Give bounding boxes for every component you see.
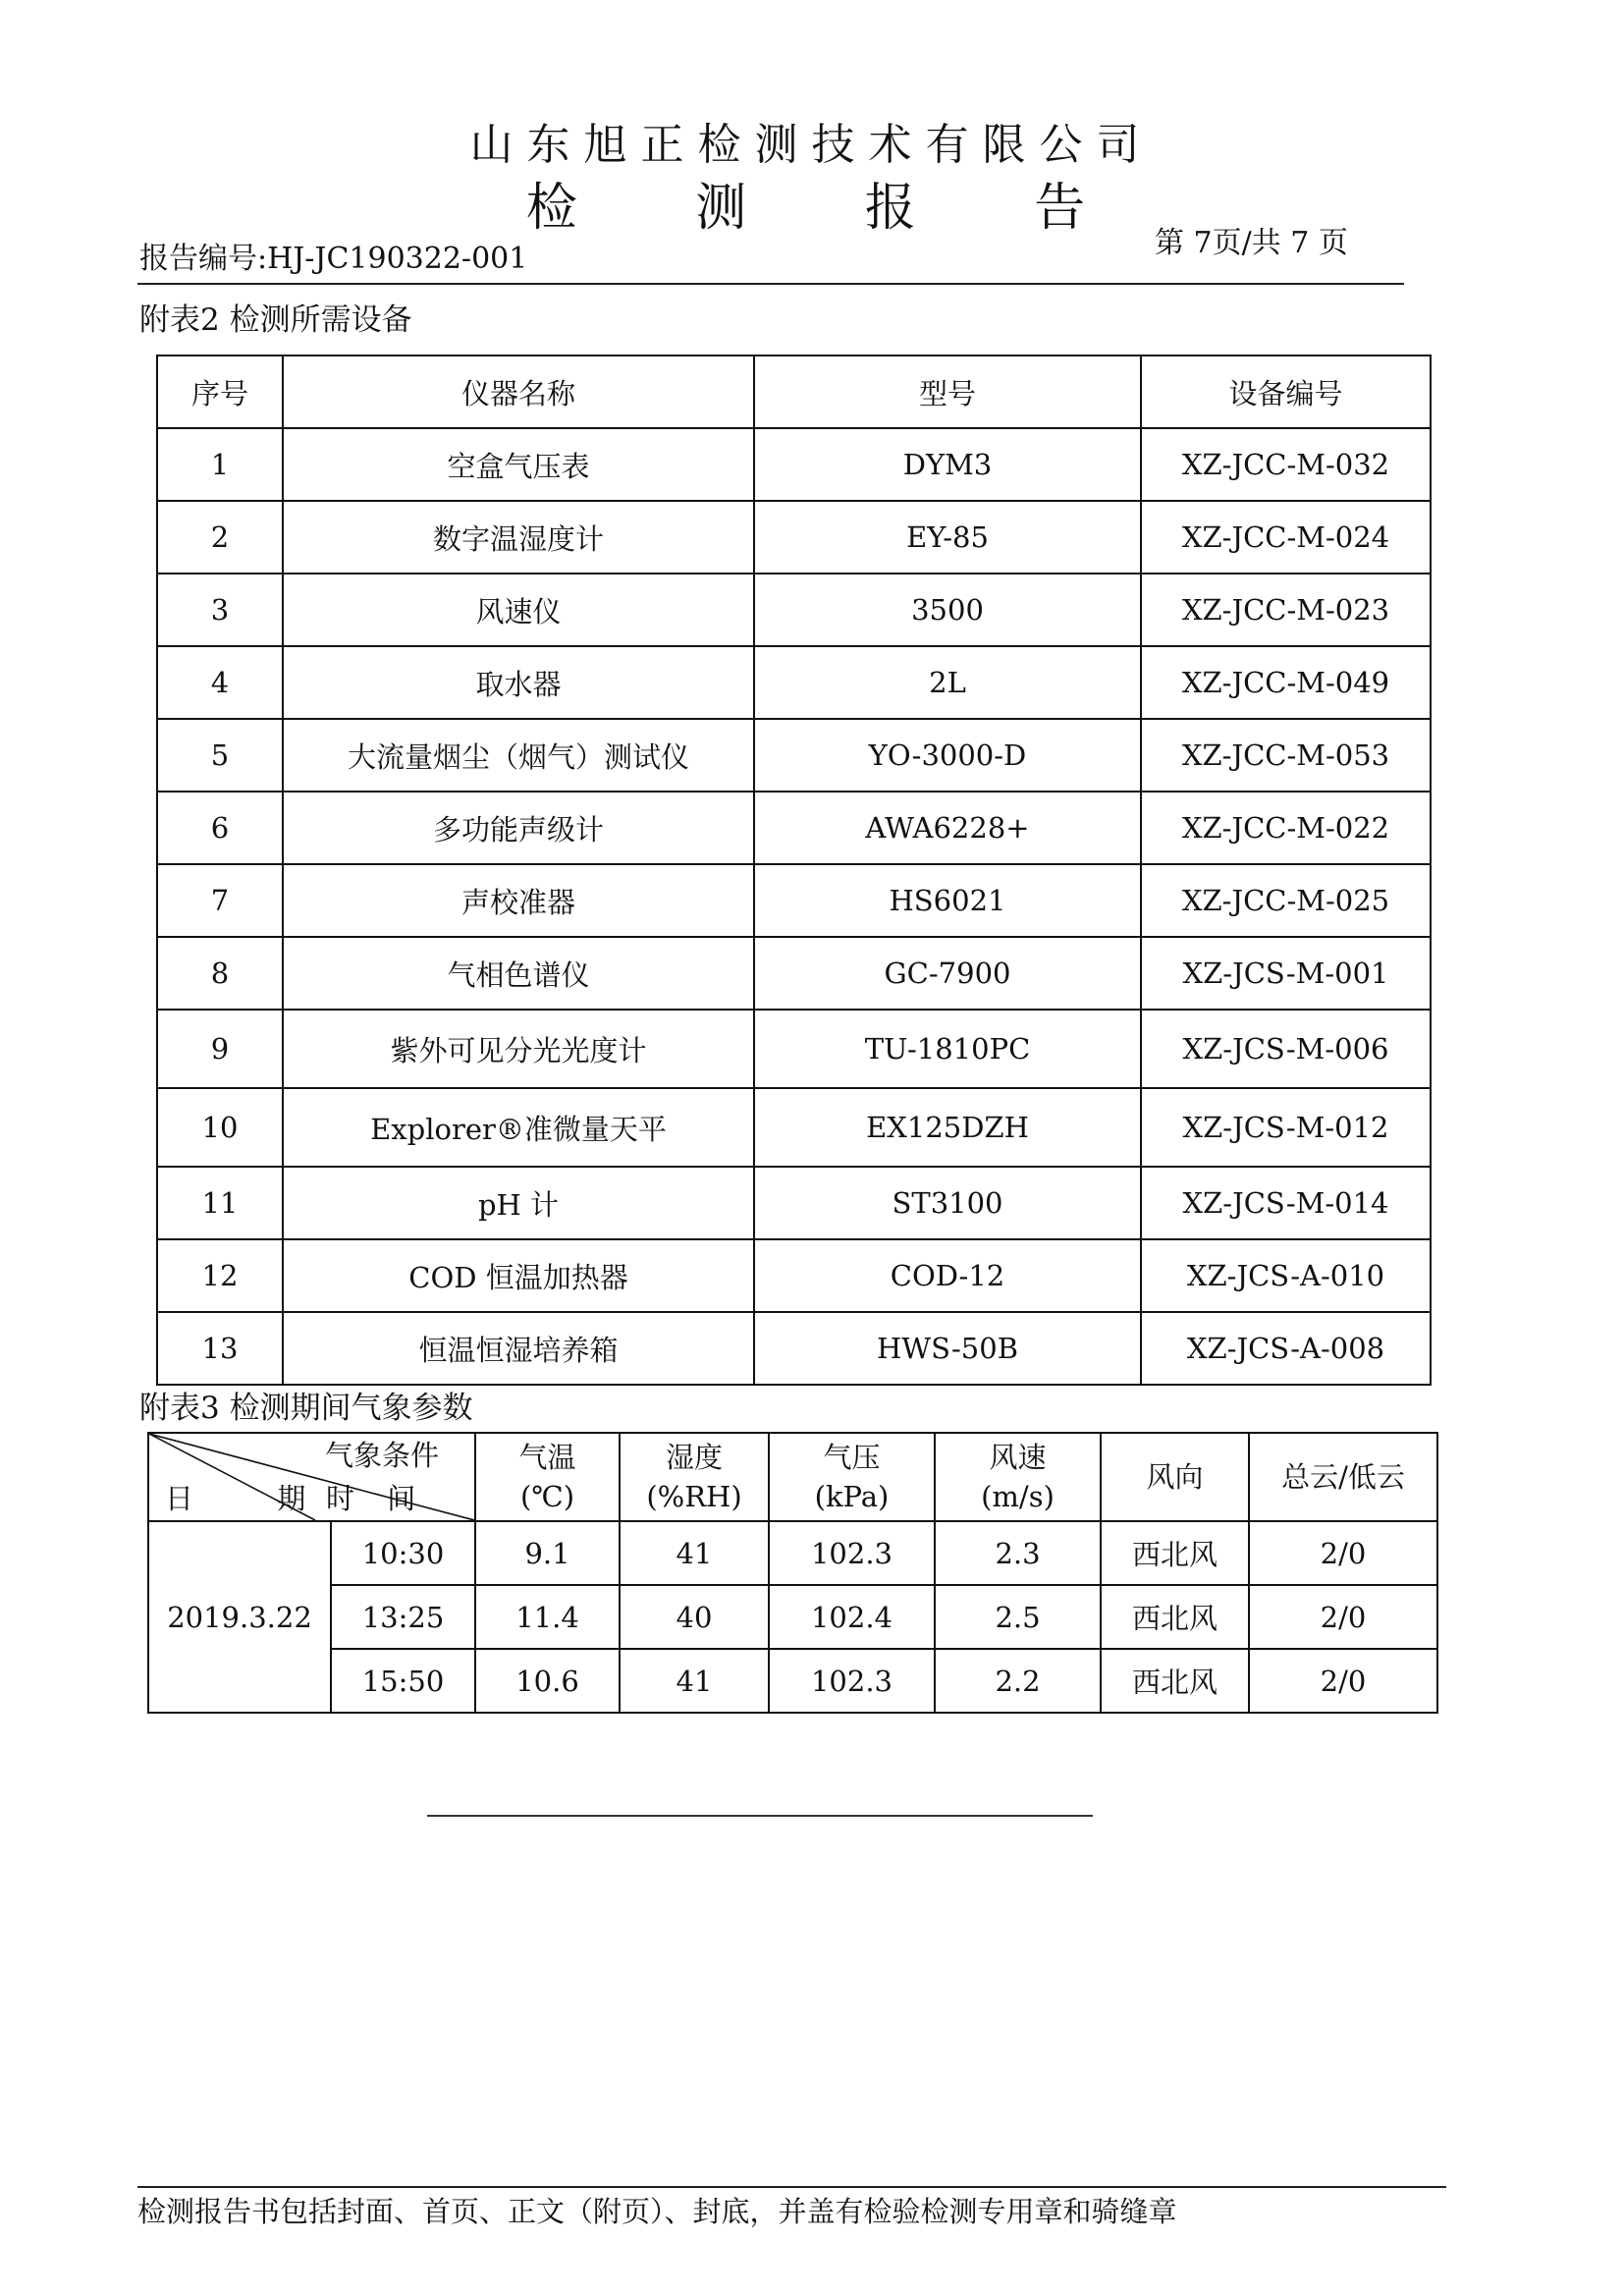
table-row [157,646,1431,719]
table-row [157,792,1431,864]
footer-note: 检测报告书包括封面、首页、正文（附页）、封底，并盖有检验检测专用章和骑缝章 [137,2195,1177,2228]
cell-model: DYM3 [754,428,1141,501]
cell-device-no: XZ-JCC-M-053 [1141,719,1431,792]
cell-model: AWA6228+ [754,792,1141,864]
cell-humidity: 40 [620,1585,769,1649]
cell-instrument: 多功能声级计 [283,792,754,864]
header-divider [137,283,1404,285]
cell-device-no: XZ-JCC-M-049 [1141,646,1431,719]
cell-instrument: 恒温恒湿培养箱 [283,1312,754,1385]
cell-pressure: 102.3 [769,1649,935,1713]
col-header-index: 序号 [157,355,283,428]
cell-wind-speed: 2.2 [935,1649,1101,1713]
cell-model: HS6021 [754,864,1141,937]
col-header-pressure [769,1433,935,1521]
cell-index: 10 [157,1088,283,1167]
equipment-header-row [157,355,1431,428]
cell-instrument: 空盒气压表 [283,428,754,501]
table-row [157,428,1431,501]
cell-temperature: 11.4 [475,1585,620,1649]
wind-speed-label: 风速 [989,1441,1047,1474]
table-row [157,574,1431,646]
cell-device-no: XZ-JCC-M-024 [1141,501,1431,574]
diagonal-corner-cell [148,1433,475,1521]
cell-index: 9 [157,1010,283,1088]
cell-model: COD-12 [754,1239,1141,1312]
cell-model: HWS-50B [754,1312,1141,1385]
table-row [157,1010,1431,1088]
table-row [148,1585,1437,1649]
cell-index: 4 [157,646,283,719]
cell-humidity: 41 [620,1649,769,1713]
cell-index: 13 [157,1312,283,1385]
cell-device-no: XZ-JCS-M-001 [1141,937,1431,1010]
corner-label-date: 日 期 [165,1482,344,1515]
col-header-wind-speed [935,1433,1101,1521]
weather-table [147,1432,1438,1714]
cell-cloud: 2/0 [1249,1649,1437,1713]
pressure-label: 气压 [823,1441,881,1474]
weather-header-row [148,1433,1437,1521]
humidity-unit: (%RH) [646,1480,742,1513]
cell-model: 3500 [754,574,1141,646]
cell-time: 10:30 [331,1521,475,1585]
cell-instrument: 紫外可见分光光度计 [283,1010,754,1088]
cell-device-no: XZ-JCC-M-022 [1141,792,1431,864]
col-header-temperature [475,1433,620,1521]
table-row [157,1312,1431,1385]
cell-index: 8 [157,937,283,1010]
cell-model: TU-1810PC [754,1010,1141,1088]
cell-device-no: XZ-JCS-M-006 [1141,1010,1431,1088]
cell-humidity: 41 [620,1521,769,1585]
report-title: 检 测 报 告 [525,179,1137,238]
cell-device-no: XZ-JCS-M-014 [1141,1167,1431,1239]
table-row [157,1167,1431,1239]
corner-label-time: 时 间 [326,1482,428,1515]
cell-device-no: XZ-JCS-M-012 [1141,1088,1431,1167]
table-row [148,1521,1437,1585]
page-number: 第 7页/共 7 页 [1155,226,1348,260]
pressure-unit: (kPa) [814,1480,890,1513]
cell-date: 2019.3.22 [148,1521,331,1713]
cell-instrument: 声校准器 [283,864,754,937]
cell-index: 5 [157,719,283,792]
cell-cloud: 2/0 [1249,1521,1437,1585]
cell-model: 2L [754,646,1141,719]
col-header-cloud: 总云/低云 [1249,1433,1437,1521]
cell-pressure: 102.4 [769,1585,935,1649]
cell-index: 6 [157,792,283,864]
cell-temperature: 10.6 [475,1649,620,1713]
table-row [157,501,1431,574]
temp-label: 气温 [518,1441,576,1474]
cell-instrument: 数字温湿度计 [283,501,754,574]
cell-index: 11 [157,1167,283,1239]
cell-pressure: 102.3 [769,1521,935,1585]
corner-label-condition: 气象条件 [324,1439,439,1472]
cell-cloud: 2/0 [1249,1585,1437,1649]
cell-time: 13:25 [331,1585,475,1649]
table-row [157,1239,1431,1312]
humidity-label: 湿度 [665,1441,723,1474]
cell-instrument: 气相色谱仪 [283,937,754,1010]
cell-index: 12 [157,1239,283,1312]
cell-device-no: XZ-JCC-M-023 [1141,574,1431,646]
cell-index: 7 [157,864,283,937]
cell-instrument: 取水器 [283,646,754,719]
cell-device-no: XZ-JCC-M-032 [1141,428,1431,501]
cell-model: ST3100 [754,1167,1141,1239]
col-header-wind-direction: 风向 [1101,1433,1249,1521]
table-row [148,1649,1437,1713]
cell-instrument: pH 计 [283,1167,754,1239]
cell-instrument: Explorer®准微量天平 [283,1088,754,1167]
col-header-instrument: 仪器名称 [283,355,754,428]
cell-device-no: XZ-JCC-M-025 [1141,864,1431,937]
cell-model: EX125DZH [754,1088,1141,1167]
footer-divider [137,2186,1446,2188]
cell-device-no: XZ-JCS-A-008 [1141,1312,1431,1385]
cell-wind-speed: 2.5 [935,1585,1101,1649]
temp-unit: (℃) [519,1480,575,1513]
col-header-humidity [620,1433,769,1521]
table-row [157,937,1431,1010]
cell-wind-direction: 西北风 [1101,1521,1249,1585]
cell-model: EY-85 [754,501,1141,574]
cell-model: YO-3000-D [754,719,1141,792]
wind-speed-unit: (m/s) [981,1480,1055,1513]
cell-time: 15:50 [331,1649,475,1713]
cell-instrument: 大流量烟尘（烟气）测试仪 [283,719,754,792]
weather-caption: 附表3 检测期间气象参数 [139,1391,473,1426]
col-header-model: 型号 [754,355,1141,428]
cell-index: 2 [157,501,283,574]
cell-model: GC-7900 [754,937,1141,1010]
cell-wind-speed: 2.3 [935,1521,1101,1585]
equipment-caption: 附表2 检测所需设备 [139,302,412,338]
report-number: 报告编号:HJ-JC190322-001 [139,242,528,276]
cell-temperature: 9.1 [475,1521,620,1585]
end-of-content-line [427,1815,1093,1817]
cell-instrument: 风速仪 [283,574,754,646]
cell-wind-direction: 西北风 [1101,1649,1249,1713]
cell-instrument: COD 恒温加热器 [283,1239,754,1312]
equipment-table [156,355,1432,1386]
table-row [157,1088,1431,1167]
company-name: 山东旭正检测技术有限公司 [469,120,1154,170]
cell-index: 3 [157,574,283,646]
table-row [157,719,1431,792]
cell-index: 1 [157,428,283,501]
table-row [157,864,1431,937]
col-header-device-no: 设备编号 [1141,355,1431,428]
cell-device-no: XZ-JCS-A-010 [1141,1239,1431,1312]
cell-wind-direction: 西北风 [1101,1585,1249,1649]
